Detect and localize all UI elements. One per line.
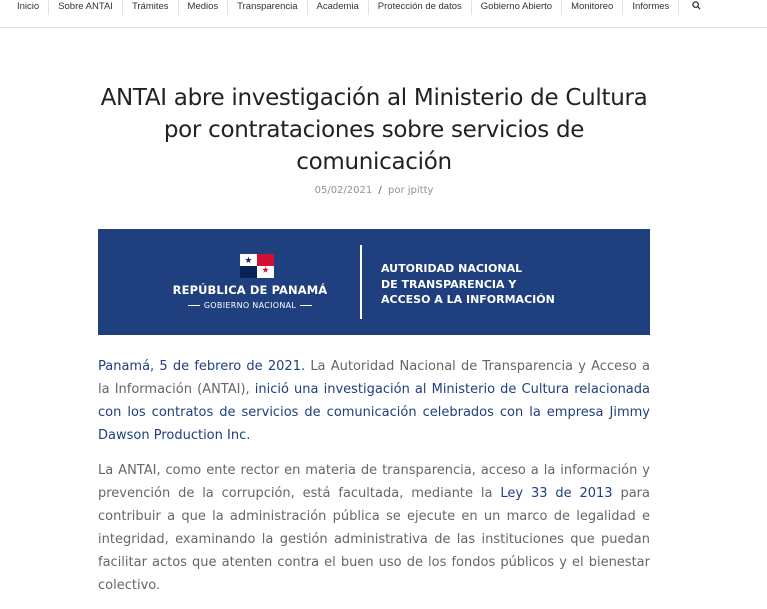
panama-flag-icon	[240, 254, 274, 278]
nav-item-transparencia[interactable]: Transparencia	[227, 0, 306, 15]
banner-image	[98, 229, 650, 335]
nav-item-proteccion-datos[interactable]: Protección de datos	[368, 0, 471, 15]
banner-authority-line-1: AUTORIDAD NACIONAL	[381, 262, 523, 275]
article-title: ANTAI abre investigación al Ministerio de Cultura por contrataciones sobre servicios de comunicación	[100, 85, 648, 175]
paragraph-2-text-after: para contribuir a que la administración pública se ejecute en un marco de legalidad e integridad, examinando la gestión administrativa de las instituciones que puedan facilitar actos que atenten contra el buen uso de los fondos públicos y el bienestar colectivo.	[98, 486, 650, 593]
banner-authority-line-2: DE TRANSPARENCIA Y	[381, 277, 517, 291]
law-link[interactable]: Ley 33 de 2013	[500, 486, 613, 501]
article-date: 05/02/2021	[314, 185, 373, 196]
nav-item-sobre-antai[interactable]: Sobre ANTAI	[48, 0, 122, 15]
banner-divider	[360, 245, 362, 319]
paragraph-1	[98, 355, 650, 447]
paragraph-1-lead: Panamá, 5 de febrero de 2021.	[98, 359, 306, 374]
article-body	[98, 355, 650, 609]
banner-government-label	[160, 301, 340, 310]
banner-authority-name	[381, 261, 621, 308]
nav-item-informes[interactable]: Informes	[622, 0, 678, 15]
nav-item-gobierno-abierto[interactable]: Gobierno Abierto	[471, 0, 561, 15]
meta-separator: /	[378, 185, 382, 196]
banner-authority-line-3: ACCESO A LA INFORMACIÓN	[381, 293, 555, 306]
nav-item-inicio[interactable]: Inicio	[17, 1, 40, 12]
nav-item-medios[interactable]: Medios	[178, 0, 228, 15]
nav-item-monitoreo[interactable]: Monitoreo	[561, 0, 622, 15]
search-button[interactable]	[678, 0, 713, 15]
banner-government-text: GOBIERNO NACIONAL	[203, 301, 297, 310]
paragraph-1-highlight: inició una investigación al Ministerio de Cultura relacionada con los contratos de servicios de comunicación celebrados con la empresa Jimmy Dawson Production Inc.	[98, 382, 650, 443]
nav-item-academia[interactable]: Academia	[307, 0, 368, 15]
article-author[interactable]: por jpitty	[387, 185, 434, 196]
banner-country-name: REPÚBLICA DE PANAMÁ	[172, 283, 328, 297]
nav-item-tramites[interactable]: Trámites	[122, 0, 178, 15]
article-meta	[98, 185, 650, 196]
paragraph-2	[98, 459, 650, 597]
search-icon	[692, 1, 701, 10]
top-navigation	[0, 0, 767, 28]
paragraph-1-text: La Autoridad Nacional de Transparencia y Acceso a la Información (ANTAI),	[98, 359, 650, 397]
paragraph-2-text-before: La ANTAI, como ente rector en materia de transparencia, acceso a la información y prevención de la corrupción, está facultada, mediante la	[98, 463, 650, 501]
